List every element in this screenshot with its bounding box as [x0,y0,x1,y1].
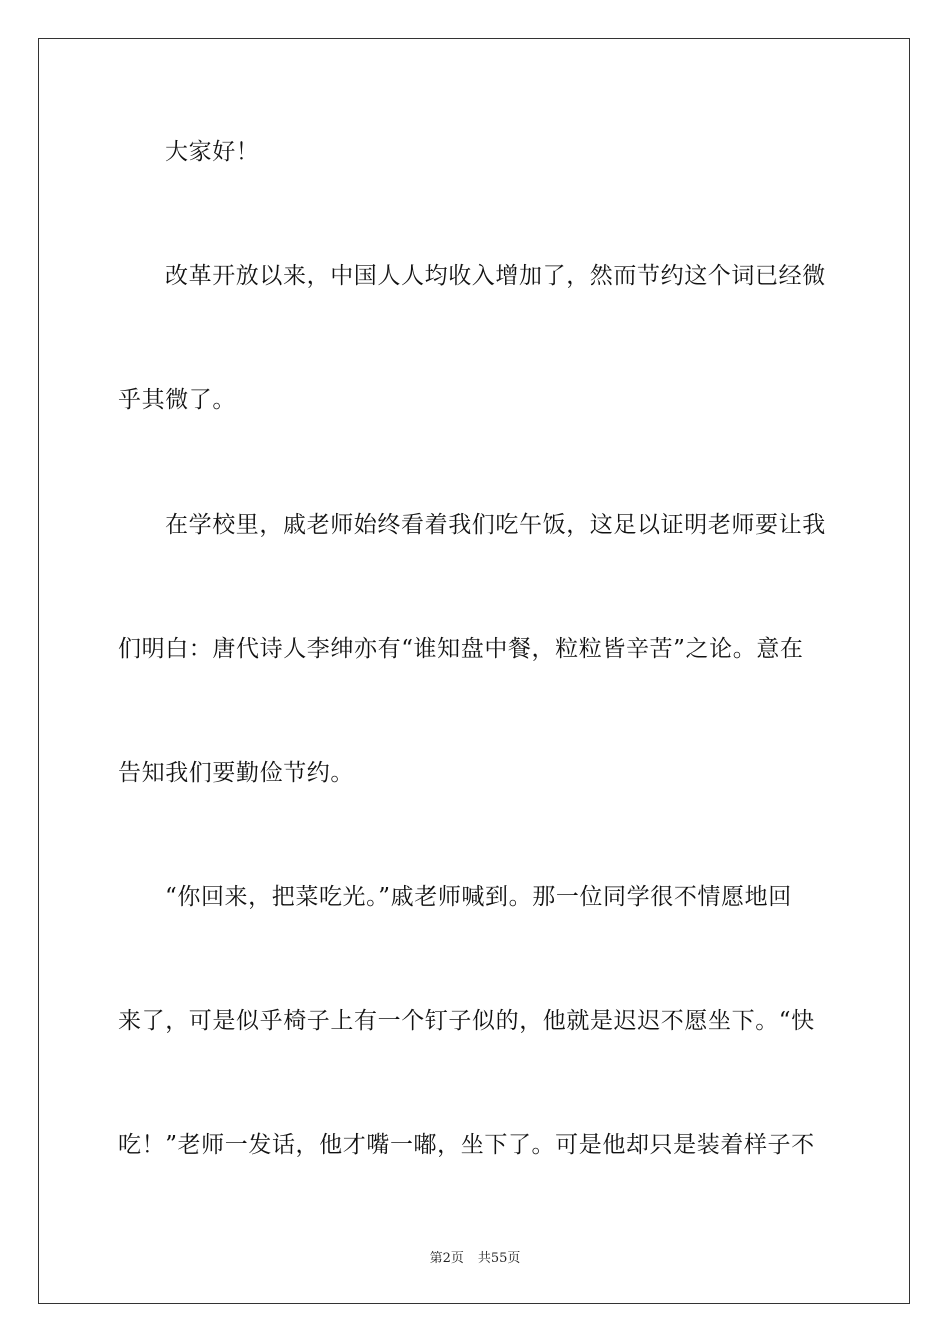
page-footer [39,1247,911,1266]
text-line: “你回来，把菜吃光。”戚老师喊到。那一位同学很不情愿地回 [165,884,792,910]
text-line: 们明白：唐代诗人李绅亦有“谁知盘中餐，粒粒皆辛苦”之论。意在 [118,636,804,662]
text-line: 乎其微了。 [118,387,236,413]
page-total: 共55页 [477,1251,521,1266]
text-line: 改革开放以来，中国人人均收入增加了，然而节约这个词已经微 [165,263,826,289]
document-page [38,38,910,1304]
text-line-greeting: 大家好！ [165,139,260,165]
text-line: 在学校里，戚老师始终看着我们吃午饭，这足以证明老师要让我 [165,512,826,538]
page-number: 第2页 [429,1251,464,1266]
text-line: 告知我们要勤俭节约。 [118,760,354,786]
text-line: 吃！”老师一发话，他才嘴一嘟，坐下了。可是他却只是装着样子不 [118,1132,815,1158]
text-line: 来了，可是似乎椅子上有一个钉子似的，他就是迟迟不愿坐下。“快 [118,1008,815,1034]
